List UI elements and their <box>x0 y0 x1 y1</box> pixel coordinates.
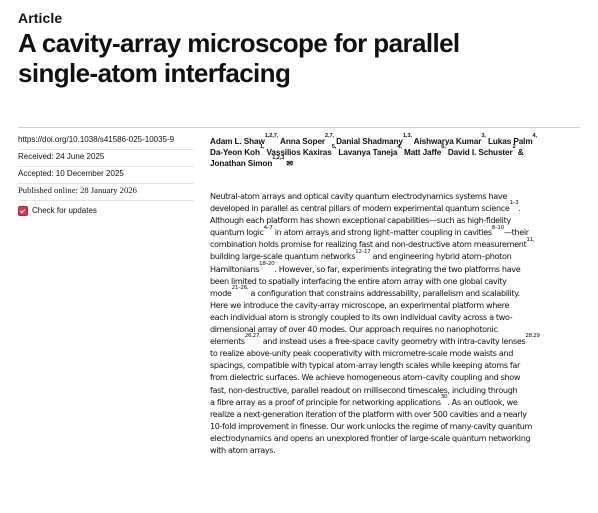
abstract-line: quantum logic$^{4-7}$ in atom arrays and strong light–matter coupling in cavities$^{8-10}$—their <box>210 224 529 238</box>
abstract-line: building large-scale quantum networks$^{12-17}$ and engineering hybrid atom–photon <box>210 248 512 262</box>
abstract-line: mode$^{21-26,}$ a configuration that constrains addressability, parallelism and scalability. <box>210 285 520 298</box>
abstract-line: developed in parallel as central pillars of modern experimental quantum science$^{1-3}$. <box>210 200 521 214</box>
abstract-line: combination holds promise for realizing fast and non-destructive atom measurement$^{11,}$ <box>210 236 535 250</box>
abstract-line: with atom arrays. <box>210 444 276 455</box>
doi-link[interactable]: https://doi.org/10.1038/s41586-025-10035-9 <box>18 135 175 144</box>
received-date: Received: 24 June 2025 <box>18 152 105 161</box>
article-type-label: Article <box>18 10 63 26</box>
published-date: Published online: 28 January 2026 <box>18 185 137 195</box>
abstract <box>210 190 590 456</box>
abstract-line: a fibre array as a proof of principle for networking applications$^{30}$. As an outlook, we <box>210 393 518 407</box>
author-line-3[interactable]: Jonathan Simon$^{1,2,3}$ ✉ <box>210 155 294 168</box>
abstract-line: elements$^{26,27,}$ and instead uses a free-space cavity geometry with intra-cavity lenses$^{28,29}$ <box>210 333 540 347</box>
title-line-1: A cavity-array microscope for parallel <box>18 28 460 58</box>
abstract-line: fast, non-destructive, parallel readout on millisecond timescales, including through <box>210 384 518 395</box>
abstract-line: to realize above-unity peak cooperativity with micrometre-scale mode waists and <box>210 348 514 359</box>
article-title <box>18 28 588 88</box>
title-line-2: single-atom interfacing <box>18 58 291 88</box>
abstract-line: Hamiltonians$^{18-20}$. However, so far, experiments integrating the two platforms have <box>210 260 521 274</box>
title-rule <box>18 127 580 128</box>
abstract-line: realize a next-generation iteration of the platform with over 500 cavities and a nearly <box>210 408 527 419</box>
abstract-line: Neutral-atom arrays and optical cavity quantum electrodynamics systems have <box>210 191 507 201</box>
abstract-line: Here we introduce the cavity-array microscope, an experimental platform where <box>210 299 510 310</box>
abstract-line: Although each platform has shown exceptional capabilities—such as high-fidelity <box>210 215 511 226</box>
abstract-line: spacings, compatible with typical atom-array length scales while keeping atoms far <box>210 360 520 371</box>
check-for-updates-button[interactable] <box>18 202 208 219</box>
article-metadata <box>18 134 208 219</box>
accepted-date: Accepted: 10 December 2025 <box>18 169 124 178</box>
abstract-line: each individual atom is strongly coupled to its own individual cavity across a two- <box>210 311 513 322</box>
check-for-updates-label: Check for updates <box>32 206 97 215</box>
abstract-line: from dielectric surfaces. We achieve homogeneous atom–cavity coupling and show <box>210 372 521 383</box>
meta-divider <box>18 166 194 167</box>
abstract-line: been limited to spatially interfacing the entire atom array with one global cavity <box>210 275 507 286</box>
abstract-line: 10-fold improvement in finesse. Our work unlocks the regime of many-cavity quantum <box>210 420 533 431</box>
author-list <box>210 133 585 169</box>
check-for-updates-icon <box>18 206 28 216</box>
meta-divider <box>18 200 194 201</box>
abstract-line: electrodynamics and opens an unexplored frontier of large-scale quantum networking <box>210 432 531 443</box>
author-line-2[interactable]: Da-Yeon Koh$^{1,}$ Vassilios Kaxiras$^{5,}$ Lavanya Taneja$^{4,}$ Matt Jaffe$^{6,}$ David I. Schuster$^2$ & <box>210 144 524 157</box>
meta-divider <box>18 149 194 150</box>
meta-divider <box>18 183 194 184</box>
author-line-1[interactable]: Adam L. Shaw$^{1,2,7,}$ Anna Soper$^{2,7,}$ Danial Shadmany$^{1,3,}$ Aishwarya Kumar$^{3,}$ Lukas Palm$^{4,}$ <box>210 133 537 146</box>
abstract-line: dimensional array of over 40 modes. Our approach requires no nanophotonic <box>210 324 498 335</box>
